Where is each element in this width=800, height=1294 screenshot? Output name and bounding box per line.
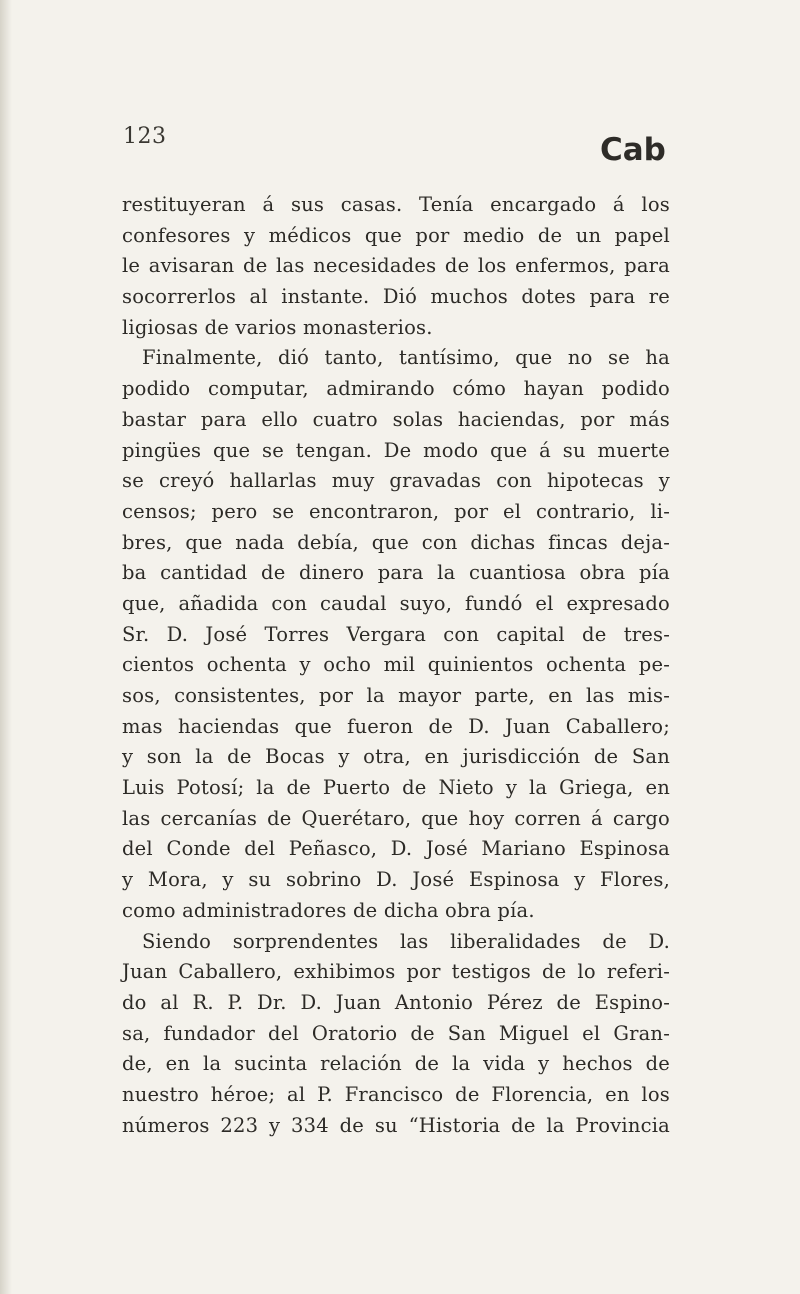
text-line: restituyeran á sus casas. Tenía encargado á los [122, 193, 670, 216]
text-line: y son la de Bocas y otra, en jurisdicción de San [122, 745, 670, 769]
body-text [122, 190, 670, 1141]
text-line: do al R. P. Dr. D. Juan Antonio Pérez de Espino- [122, 990, 670, 1014]
text-line: pingües que se tengan. De modo que á su muerte [122, 438, 670, 462]
text-line: Finalmente, dió tanto, tantísimo, que no se ha [142, 346, 670, 370]
text-line: sa, fundador del Oratorio de San Miguel el Gran- [122, 1021, 670, 1045]
text-line: ba cantidad de dinero para la cuantiosa obra pía [122, 561, 670, 585]
page-edge-shadow [0, 0, 12, 1294]
text-line: de, en la sucinta relación de la vida y hechos de [122, 1052, 670, 1076]
running-head: Cab [600, 132, 666, 168]
text-line: le avisaran de las necesidades de los enfermos, para [122, 254, 670, 278]
text-line: mas haciendas que fueron de D. Juan Caballero; [122, 714, 670, 738]
text-line: Siendo sorprendentes las liberalidades de D. [142, 929, 670, 953]
text-line: que, añadida con caudal suyo, fundó el expresado [122, 591, 670, 615]
text-line: como administradores de dicha obra pía. [122, 898, 535, 922]
text-line: podido computar, admirando cómo hayan podido [122, 377, 670, 401]
text-line: Sr. D. José Torres Vergara con capital de tres- [122, 622, 670, 646]
text-line: números 223 y 334 de su “Historia de la Provincia [122, 1113, 670, 1137]
page-number: 123 [123, 124, 167, 149]
text-line: Luis Potosí; la de Puerto de Nieto y la Griega, en [122, 776, 670, 800]
text-line: confesores y médicos que por medio de un papel [122, 223, 670, 247]
text-line: cientos ochenta y ocho mil quinientos ochenta pe- [122, 653, 670, 677]
text-line: socorrerlos al instante. Dió muchos dotes para re [122, 285, 670, 309]
text-line: bres, que nada debía, que con dichas fincas deja- [122, 530, 670, 554]
text-line: del Conde del Peñasco, D. José Mariano Espinosa [122, 837, 670, 861]
text-line: censos; pero se encontraron, por el contrario, li- [122, 499, 670, 523]
text-line: se creyó hallarlas muy gravadas con hipotecas y [122, 469, 670, 493]
text-line: sos, consistentes, por la mayor parte, en las mis- [122, 684, 670, 707]
text-line: las cercanías de Querétaro, que hoy corren á cargo [122, 806, 670, 830]
text-line: nuestro héroe; al P. Francisco de Florencia, en los [122, 1082, 670, 1106]
text-line: ligiosas de varios monasterios. [122, 315, 433, 339]
text-line: y Mora, y su sobrino D. José Espinosa y Flores, [122, 868, 670, 892]
text-line: Juan Caballero, exhibimos por testigos de lo referi- [122, 960, 670, 984]
text-line: bastar para ello cuatro solas haciendas, por más [122, 407, 670, 431]
